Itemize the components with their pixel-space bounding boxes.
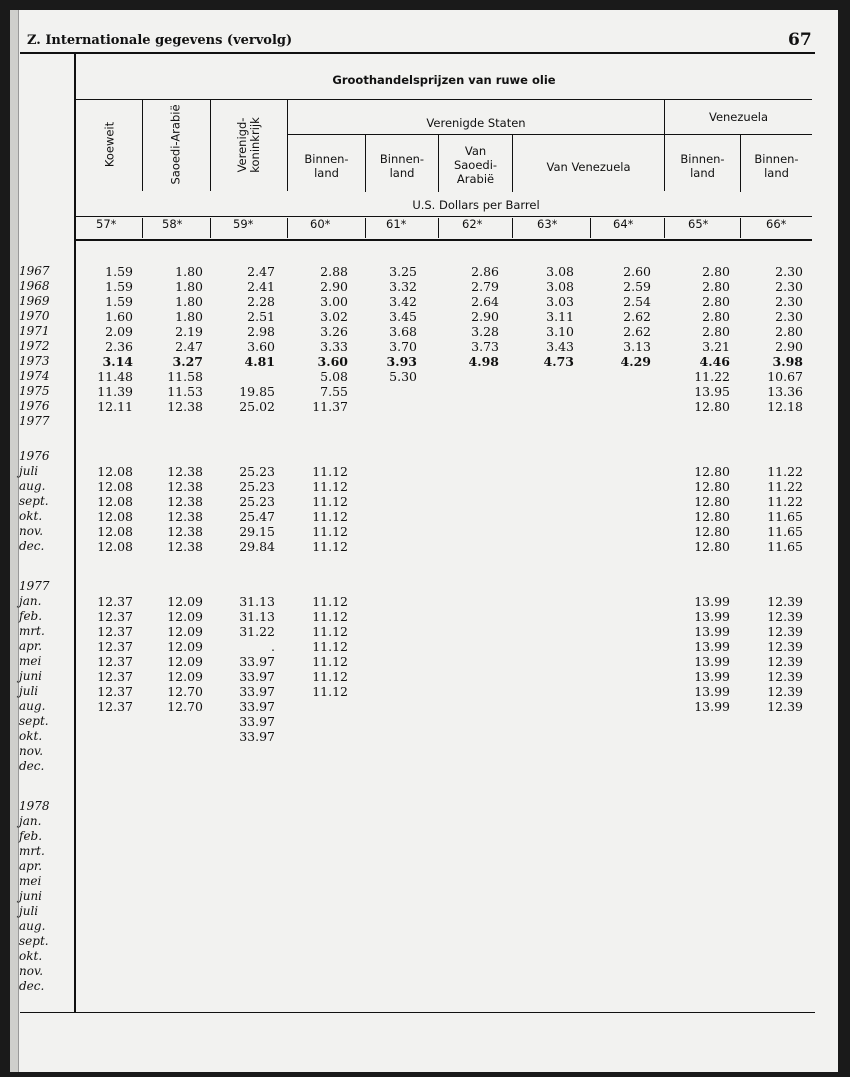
table-cell: 3.14 [102, 354, 133, 369]
table-cell: 3.43 [546, 339, 574, 354]
table-cell: 2.62 [623, 324, 651, 339]
table-cell: 12.08 [97, 494, 133, 509]
table-cell: 12.37 [97, 669, 133, 684]
table-cell: 12.38 [167, 494, 203, 509]
table-cell: 2.80 [775, 324, 803, 339]
row-label: 1976 [19, 399, 50, 413]
table-cell: 3.60 [317, 354, 348, 369]
table-cell: 11.12 [312, 494, 348, 509]
table-cell: 11.53 [167, 384, 203, 399]
table-cell: 13.36 [767, 384, 803, 399]
table-cell: 12.08 [97, 479, 133, 494]
row-label: feb. [19, 829, 43, 843]
table-cell: 3.02 [320, 309, 348, 324]
header-text: land [690, 166, 715, 180]
table-cell: 1.80 [175, 309, 203, 324]
table-cell: 7.55 [320, 384, 348, 399]
table-cell: 2.60 [623, 264, 651, 279]
header-text: Binnen- [680, 152, 725, 166]
table-cell: 25.23 [239, 494, 275, 509]
table-cell: 12.09 [167, 609, 203, 624]
table-cell: 3.98 [772, 354, 803, 369]
table-cell: 13.99 [694, 624, 730, 639]
header-binnenland-65 [665, 152, 740, 180]
row-label: sept. [19, 934, 49, 948]
table-cell: 3.11 [546, 309, 574, 324]
table-cell: 12.70 [167, 699, 203, 714]
table-title: Groothandelsprijzen van ruwe olie [332, 73, 556, 87]
row-label: 1968 [19, 279, 50, 293]
table-cell: 12.38 [167, 509, 203, 524]
row-label: dec. [19, 979, 45, 993]
table-cell: 3.27 [172, 354, 203, 369]
table-cell: 4.81 [244, 354, 275, 369]
header-verenigde-staten: Verenigde Staten [426, 116, 526, 130]
table-cell: 12.80 [694, 479, 730, 494]
colnum-tick [512, 218, 513, 238]
colnum-tick [740, 218, 741, 238]
table-cell: 13.99 [694, 609, 730, 624]
row-label: dec. [19, 759, 45, 773]
table-cell: 11.12 [312, 684, 348, 699]
column-number: 62* [462, 217, 483, 231]
table-cell: . [271, 639, 275, 654]
table-cell: 3.73 [471, 339, 499, 354]
table-cell: 3.28 [471, 324, 499, 339]
table-cell: 2.28 [247, 294, 275, 309]
header-rule-2 [288, 134, 812, 135]
header-venezuela: Venezuela [708, 110, 769, 124]
column-number: 64* [613, 217, 634, 231]
table-cell: 11.37 [312, 399, 348, 414]
row-label: juni [19, 889, 43, 903]
row-label: 1974 [19, 369, 50, 383]
table-cell: 1.59 [105, 294, 133, 309]
table-cell: 2.80 [702, 264, 730, 279]
table-cell: 33.97 [239, 654, 275, 669]
table-cell: 12.39 [767, 624, 803, 639]
row-label: sept. [19, 494, 49, 508]
table-cell: 12.37 [97, 594, 133, 609]
row-label: mrt. [19, 624, 45, 638]
top-rule [20, 52, 815, 54]
colnum-tick [365, 218, 366, 238]
row-label: 1970 [19, 309, 50, 323]
table-cell: 2.30 [775, 294, 803, 309]
table-cell: 2.80 [702, 324, 730, 339]
table-cell: 12.38 [167, 524, 203, 539]
table-cell: 12.38 [167, 539, 203, 554]
table-cell: 1.80 [175, 264, 203, 279]
table-cell: 12.80 [694, 464, 730, 479]
table-cell: 2.09 [105, 324, 133, 339]
table-cell: 3.93 [386, 354, 417, 369]
row-label: 1973 [19, 354, 50, 368]
row-label: sept. [19, 714, 49, 728]
table-cell: 2.80 [702, 294, 730, 309]
row-label: 1975 [19, 384, 50, 398]
table-cell: 2.90 [320, 279, 348, 294]
column-number: 59* [233, 217, 254, 231]
row-label: aug. [19, 919, 46, 933]
table-cell: 3.08 [546, 264, 574, 279]
column-number: 60* [310, 217, 331, 231]
table-cell: 12.80 [694, 509, 730, 524]
table-cell: 4.73 [543, 354, 574, 369]
table-cell: 11.12 [312, 464, 348, 479]
table-cell: 2.80 [702, 279, 730, 294]
column-number: 63* [537, 217, 558, 231]
table-cell: 2.47 [247, 264, 275, 279]
header-verenigd-koninkrijk [236, 89, 262, 201]
col-divider [142, 99, 143, 191]
table-cell: 12.08 [97, 539, 133, 554]
row-label: nov. [19, 964, 44, 978]
table-cell: 2.19 [175, 324, 203, 339]
table-cell: 11.12 [312, 639, 348, 654]
row-label: mei [19, 654, 42, 668]
table-cell: 12.09 [167, 639, 203, 654]
header-binnenland-61 [366, 152, 438, 180]
unit-label: U.S. Dollars per Barrel [412, 198, 540, 212]
row-label: 1967 [19, 264, 50, 278]
row-label: apr. [19, 859, 43, 873]
table-cell: 12.39 [767, 684, 803, 699]
row-label: juni [19, 669, 43, 683]
table-cell: 12.08 [97, 524, 133, 539]
colnum-tick [210, 218, 211, 238]
table-cell: 2.30 [775, 309, 803, 324]
table-cell: 2.51 [247, 309, 275, 324]
header-text: land [389, 166, 415, 180]
table-cell: 11.12 [312, 669, 348, 684]
header-text: land [314, 166, 339, 180]
table-cell: 12.37 [97, 609, 133, 624]
table-cell: 12.08 [97, 509, 133, 524]
table-cell: 2.90 [471, 309, 499, 324]
table-cell: 2.36 [105, 339, 133, 354]
table-cell: 12.39 [767, 594, 803, 609]
table-cell: 11.65 [767, 539, 803, 554]
table-cell: 4.29 [620, 354, 651, 369]
table-cell: 25.02 [239, 399, 275, 414]
row-label: juli [19, 464, 39, 478]
table-cell: 2.98 [247, 324, 275, 339]
table-cell: 3.32 [389, 279, 417, 294]
colnum-tick [287, 218, 288, 238]
table-cell: 12.70 [167, 684, 203, 699]
table-cell: 13.99 [694, 669, 730, 684]
table-cell: 31.13 [239, 594, 275, 609]
row-label: jan. [19, 594, 42, 608]
row-label: 1978 [19, 799, 50, 813]
table-cell: 1.59 [105, 264, 133, 279]
table-cell: 3.70 [389, 339, 417, 354]
header-binnenland-60 [288, 152, 365, 180]
table-cell: 12.38 [167, 479, 203, 494]
table-cell: 3.60 [247, 339, 275, 354]
table-cell: 4.46 [699, 354, 730, 369]
table-cell: 11.12 [312, 624, 348, 639]
row-label: jan. [19, 814, 42, 828]
table-cell: 12.38 [167, 464, 203, 479]
table-cell: 1.80 [175, 294, 203, 309]
table-cell: 12.09 [167, 654, 203, 669]
table-cell: 3.08 [546, 279, 574, 294]
table-cell: 3.33 [320, 339, 348, 354]
table-cell: 12.37 [97, 639, 133, 654]
table-cell: 11.48 [97, 369, 133, 384]
row-label: dec. [19, 539, 45, 553]
table-cell: 2.80 [702, 309, 730, 324]
header-binnenland-66 [741, 152, 812, 180]
table-cell: 10.67 [767, 369, 803, 384]
table-cell: 33.97 [239, 684, 275, 699]
table-cell: 12.39 [767, 639, 803, 654]
header-text: Binnen- [754, 152, 799, 166]
table-cell: 11.39 [97, 384, 133, 399]
row-label: mrt. [19, 844, 45, 858]
table-cell: 5.30 [389, 369, 417, 384]
colnum-tick [142, 218, 143, 238]
table-cell: 11.22 [767, 479, 803, 494]
table-cell: 25.23 [239, 479, 275, 494]
table-cell: 2.88 [320, 264, 348, 279]
table-cell: 12.37 [97, 699, 133, 714]
table-cell: 12.39 [767, 699, 803, 714]
table-cell: 31.13 [239, 609, 275, 624]
table-cell: 12.09 [167, 594, 203, 609]
table-cell: 3.68 [389, 324, 417, 339]
row-label: okt. [19, 729, 43, 743]
table-cell: 29.15 [239, 524, 275, 539]
table-cell: 4.98 [468, 354, 499, 369]
colnum-rule [74, 239, 812, 241]
row-label: nov. [19, 524, 44, 538]
header-van-venezuela: Van Venezuela [546, 160, 631, 174]
table-cell: 1.60 [105, 309, 133, 324]
row-label: 1977 [19, 579, 50, 593]
table-cell: 2.90 [775, 339, 803, 354]
column-number: 57* [96, 217, 117, 231]
table-cell: 12.39 [767, 654, 803, 669]
table-cell: 12.39 [767, 669, 803, 684]
header-text: Verenigd- [235, 117, 249, 173]
table-cell: 2.59 [623, 279, 651, 294]
table-cell: 13.99 [694, 699, 730, 714]
table-cell: 11.65 [767, 509, 803, 524]
table-cell: 3.45 [389, 309, 417, 324]
table-cell: 2.79 [471, 279, 499, 294]
table-cell: 12.80 [694, 524, 730, 539]
table-cell: 11.12 [312, 654, 348, 669]
row-label: aug. [19, 479, 46, 493]
colnum-tick [438, 218, 439, 238]
table-cell: 3.25 [389, 264, 417, 279]
table-cell: 11.22 [694, 369, 730, 384]
table-cell: 12.37 [97, 684, 133, 699]
row-label: mei [19, 874, 42, 888]
header-saoedi-arabie: Saoedi-Arabië [168, 104, 183, 185]
table-cell: 12.37 [97, 654, 133, 669]
table-cell: 11.12 [312, 539, 348, 554]
table-cell: 2.30 [775, 279, 803, 294]
header-text: Saoedi- [453, 158, 498, 172]
table-cell: 13.99 [694, 639, 730, 654]
page-number: 67 [788, 30, 812, 50]
header-koeweit: Koeweit [102, 121, 117, 168]
row-label: aug. [19, 699, 46, 713]
table-cell: 2.86 [471, 264, 499, 279]
header-text: Arabië [456, 172, 495, 186]
row-label: juli [19, 684, 39, 698]
table-cell: 11.65 [767, 524, 803, 539]
table-cell: 11.12 [312, 609, 348, 624]
table-cell: 33.97 [239, 729, 275, 744]
table-cell: 1.59 [105, 279, 133, 294]
row-label: 1971 [19, 324, 50, 338]
table-cell: 33.97 [239, 669, 275, 684]
column-number: 58* [162, 217, 183, 231]
row-label: 1976 [19, 449, 50, 463]
bottom-rule [20, 1012, 815, 1013]
table-cell: 11.22 [767, 464, 803, 479]
table-cell: 33.97 [239, 714, 275, 729]
col-divider [210, 99, 211, 191]
document-page [10, 10, 838, 1072]
row-label: apr. [19, 639, 43, 653]
table-cell: 2.47 [175, 339, 203, 354]
header-rule-1 [74, 99, 812, 100]
table-cell: 3.13 [623, 339, 651, 354]
table-cell: 3.42 [389, 294, 417, 309]
header-text: Van [464, 144, 487, 158]
table-cell: 2.64 [471, 294, 499, 309]
column-number: 65* [688, 217, 709, 231]
table-cell: 3.10 [546, 324, 574, 339]
table-cell: 12.80 [694, 539, 730, 554]
table-cell: 13.95 [694, 384, 730, 399]
table-cell: 12.39 [767, 609, 803, 624]
table-cell: 29.84 [239, 539, 275, 554]
table-cell: 12.80 [694, 494, 730, 509]
column-number: 61* [386, 217, 407, 231]
table-cell: 12.38 [167, 399, 203, 414]
table-cell: 31.22 [239, 624, 275, 639]
table-cell: 12.08 [97, 464, 133, 479]
header-text: Binnen- [379, 152, 425, 166]
table-cell: 33.97 [239, 699, 275, 714]
table-cell: 11.12 [312, 509, 348, 524]
row-label: 1972 [19, 339, 50, 353]
table-cell: 13.99 [694, 594, 730, 609]
table-cell: 25.23 [239, 464, 275, 479]
table-cell: 12.11 [97, 399, 133, 414]
table-cell: 3.03 [546, 294, 574, 309]
header-text: koninkrijk [248, 117, 262, 173]
table-cell: 11.12 [312, 479, 348, 494]
row-label: okt. [19, 509, 43, 523]
table-cell: 1.80 [175, 279, 203, 294]
table-cell: 13.99 [694, 684, 730, 699]
column-number: 66* [766, 217, 787, 231]
table-cell: 12.80 [694, 399, 730, 414]
table-cell: 12.37 [97, 624, 133, 639]
table-cell: 2.62 [623, 309, 651, 324]
table-cell: 3.21 [702, 339, 730, 354]
header-text: land [764, 166, 789, 180]
table-cell: 13.99 [694, 654, 730, 669]
row-label: nov. [19, 744, 44, 758]
table-cell: 2.41 [247, 279, 275, 294]
row-label: 1977 [19, 414, 50, 428]
row-label: okt. [19, 949, 43, 963]
table-cell: 12.18 [767, 399, 803, 414]
row-label: 1969 [19, 294, 50, 308]
header-text: Binnen- [304, 152, 349, 166]
colnum-tick [664, 218, 665, 238]
table-cell: 19.85 [239, 384, 275, 399]
table-cell: 11.58 [167, 369, 203, 384]
table-cell: 11.12 [312, 594, 348, 609]
table-cell: 2.54 [623, 294, 651, 309]
row-label: feb. [19, 609, 43, 623]
table-cell: 12.09 [167, 669, 203, 684]
table-cell: 25.47 [239, 509, 275, 524]
table-cell: 11.12 [312, 524, 348, 539]
header-van-saoedi-arabie [439, 144, 512, 186]
table-cell: 3.26 [320, 324, 348, 339]
row-label: juli [19, 904, 39, 918]
page-title: Z. Internationale gegevens (vervolg) [27, 33, 293, 48]
table-cell: 5.08 [320, 369, 348, 384]
colnum-tick [590, 218, 591, 238]
table-cell: 11.22 [767, 494, 803, 509]
table-cell: 2.30 [775, 264, 803, 279]
facing-page-edge [10, 10, 19, 1072]
table-cell: 12.09 [167, 624, 203, 639]
table-cell: 3.00 [320, 294, 348, 309]
